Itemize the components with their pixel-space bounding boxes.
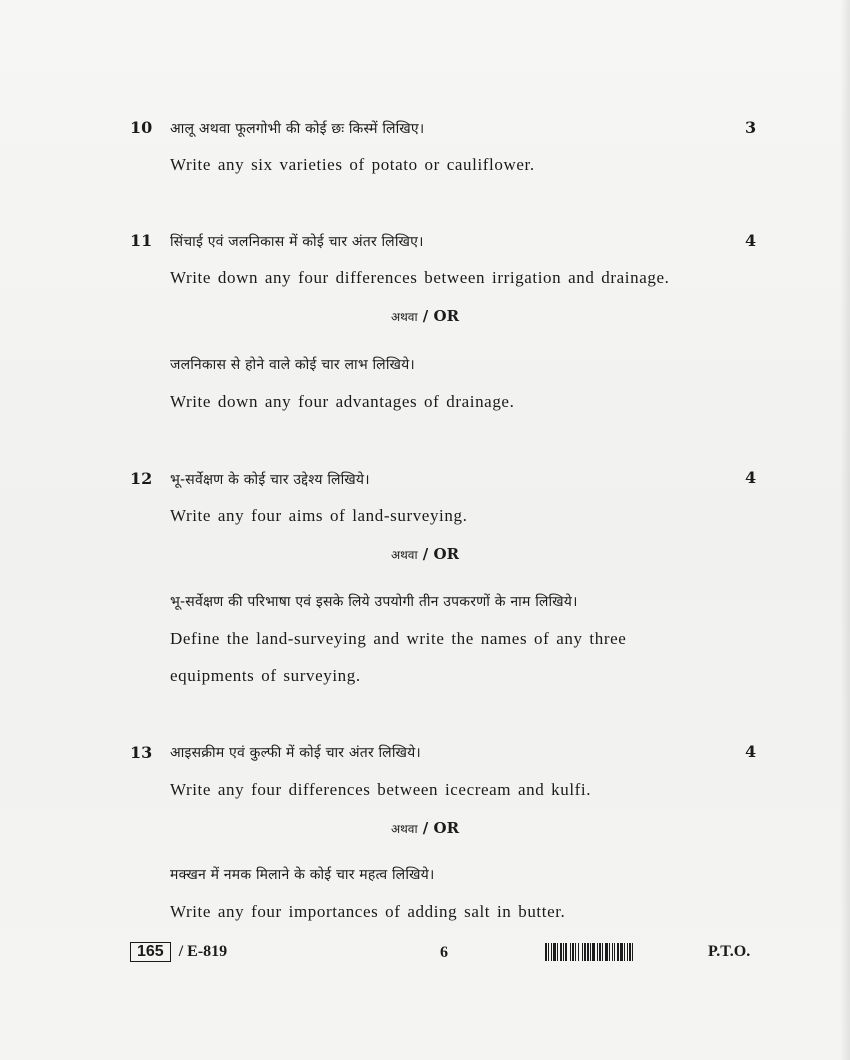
question-10-marks: 3 — [745, 118, 757, 137]
question-13-number: 13 — [130, 743, 153, 762]
question-12-alternative-hindi: भू-सर्वेक्षण की परिभाषा एवं इसके लिये उपयोगी तीन उपकरणों के नाम लिखिये। — [170, 594, 578, 610]
question-11-alternative-english: Write down any four advantages of drainage. — [170, 392, 515, 411]
or-english: OR — [433, 545, 460, 563]
question-12-or-divider — [0, 545, 850, 563]
or-separator: / — [422, 307, 429, 325]
question-10-english: Write any six varieties of potato or cauliflower. — [170, 155, 535, 174]
question-11-marks: 4 — [745, 231, 757, 250]
page-number: 6 — [440, 944, 448, 961]
or-english: OR — [433, 307, 460, 325]
or-separator: / — [422, 819, 429, 837]
or-hindi: अथवा — [390, 822, 418, 836]
or-hindi: अथवा — [390, 548, 418, 562]
question-12-marks: 4 — [745, 468, 757, 487]
or-hindi: अथवा — [390, 310, 418, 324]
question-11-hindi: सिंचाई एवं जलनिकास में कोई चार अंतर लिखिए। — [170, 234, 424, 250]
paper-code-box: 165 — [130, 942, 171, 962]
question-11-alternative-hindi: जलनिकास से होने वाले कोई चार लाभ लिखिये। — [170, 357, 415, 373]
question-12-english: Write any four aims of land-surveying. — [170, 506, 468, 525]
question-11-number: 11 — [130, 231, 153, 250]
question-12-hindi: भू-सर्वेक्षण के कोई चार उद्देश्य लिखिये। — [170, 472, 370, 488]
question-13-or-divider — [0, 819, 850, 837]
question-10-hindi: आलू अथवा फूलगोभी की कोई छः किस्में लिखिए। — [170, 121, 425, 137]
paper-code-label — [130, 942, 227, 962]
question-13-hindi: आइसक्रीम एवं कुल्फी में कोई चार अंतर लिखिये। — [170, 745, 421, 761]
or-english: OR — [433, 819, 460, 837]
barcode-image — [545, 943, 690, 961]
pto-label: P.T.O. — [708, 943, 751, 960]
question-12-number: 12 — [130, 469, 153, 488]
paper-series: / E-819 — [178, 943, 228, 960]
question-13-marks: 4 — [745, 742, 757, 761]
or-separator: / — [422, 545, 429, 563]
question-11-or-divider — [0, 307, 850, 325]
question-11-english: Write down any four differences between irrigation and drainage. — [170, 268, 670, 287]
question-10-number: 10 — [130, 118, 153, 137]
question-12-alternative-english-line2: equipments of surveying. — [170, 666, 361, 685]
page-edge-shadow — [840, 0, 850, 1060]
question-13-alternative-english: Write any four importances of adding salt in butter. — [170, 902, 566, 921]
question-13-alternative-hindi: मक्खन में नमक मिलाने के कोई चार महत्व लिखिये। — [170, 867, 435, 883]
question-13-english: Write any four differences between icecream and kulfi. — [170, 780, 592, 799]
question-12-alternative-english-line1: Define the land-surveying and write the names of any three — [170, 629, 627, 648]
